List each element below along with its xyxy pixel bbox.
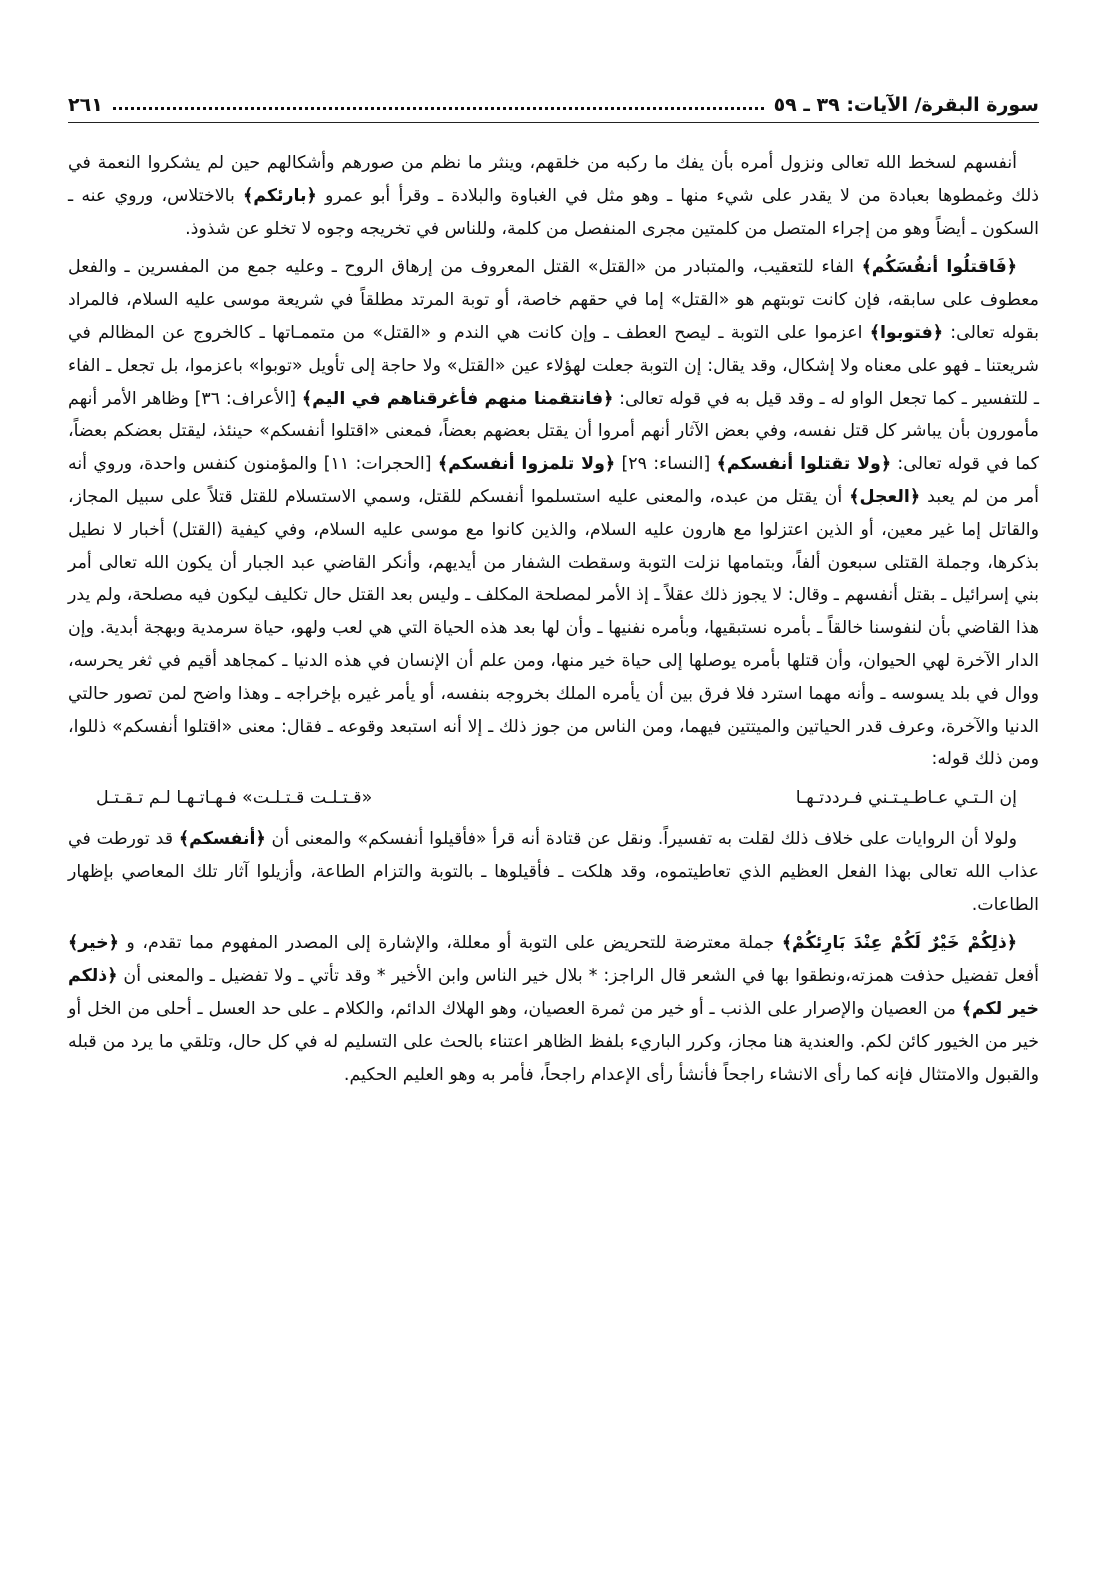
paragraph-text: [الحجرات: ١١] والمؤمنون كنفس واحدة، وروي أنه أمر من لم يعبد — [68, 454, 1040, 507]
paragraph-text: جملة معترضة للتحريض على التوبة أو معللة، والإشارة إلى المصدر المفهوم مما تقدم، و — [118, 933, 782, 954]
paragraph — [68, 927, 1039, 1091]
quran-quote: ﴿ولا تقتلوا أنفسكم﴾ — [716, 454, 892, 475]
running-title: سورة البقرة/ الآيات: ٣٩ ـ ٥٩ — [773, 94, 1039, 116]
paragraph-text: من العصيان والإصرار على الذنب ـ أو خير من ثمرة العصيان، وهو الهلاك الدائم، والكلام ـ على حد العسل ـ أحلى من الخل أو خير من الخيور كائن لكم. والعندية هنا مجاز، وكرر الباريء بلفظ الظاهر اعتناء بالحث على التسليم له في كل حال، وتلقي ما يرد من قبله والقبول والامتثال فإنه كما رأى الانشاء راجحاً فأنشأ رأى الإعدام راجحاً، فأمر به وهو العليم الحكيم. — [68, 998, 1039, 1085]
quran-quote: ﴿بارئكم﴾ — [243, 185, 317, 206]
header-dotted-leader — [113, 105, 764, 110]
verse-hemistich-right: إن الـتـي عـاطـيـتـني فـرددتـهـا — [795, 788, 1017, 809]
quran-quote: ﴿ولا تلمزوا أنفسكم﴾ — [437, 454, 616, 475]
paragraph-text: أن يقتل من عبده، والمعنى عليه استسلموا أنفسكم للقتل، وسمي الاستسلام للقتل قتلاً على سبيل المجاز، والقاتل إما غير معين، أو الذين اعتزلوا مع هارون عليه السلام، والذين كانوا مع موسى عليه السلام، وفي كيفية (القتل) أخبار لا نطيل بذكرها، وجملة القتلى سبعون ألفاً، وبتمامها نزلت التوبة وسقطت الشفار من أيديهم، وأنكر القاضي عبد الجبار أن يكون الله تعالى أمر بني إسرائيل ـ بقتل أنفسهم ـ وقال: لا يجوز ذلك عقلاً ـ إذ الأمر لمصلحة المكلف ـ وليس بعد القتل حال تكليف ليكون فيه مصلحة، ولم يدر هذا القاضي بأن لنفوسنا خالقاً ـ بأمره نستبقيها، وبأمره نفنيها ـ وأن لها بعد هذه الحياة التي هي لعب ولهو، حياة سرمدية وبهجة أبدية. وإن الدار الآخرة لهي الحيوان، وأن قتلها بأمره يوصلها إلى حياة خير منها، ومن علم أن الإنسان في هذه الدنيا ـ كمجاهد أقيم في ثغر يحرسه، ووال في بلد يسوسه ـ وأنه مهما استرد فلا فرق بين أن يأمره الملك بخروجه بنفسه، أو يأمر غيره بإخراجه ـ وهذا واضح لمن تصور حالتي الدنيا والآخرة، وعرف قدر الحياتين والميتتين فيهما، ومن الناس من جوز ذلك ـ إلا أنه استبعد وقوعه ـ فقال: معنى «اقتلوا أنفسكم» ذللوا، ومن ذلك قوله: — [68, 486, 1039, 770]
verse-hemistich-left: «قـتـلـت قـتـلـت» فـهـاتـهـا لـم تـقـتـل — [96, 788, 373, 809]
quran-quote: ﴿العجل﴾ — [849, 486, 921, 507]
quran-quote: ﴿أنفسكم﴾ — [178, 828, 266, 849]
quran-quote: ﴿ذلِكُمْ خَيْرٌ لَكُمْ عِنْدَ بَارِئكُمْ﴾ — [781, 933, 1017, 954]
quran-quote: ﴿فتوبوا﴾ — [869, 322, 943, 343]
quran-quote: ﴿خير﴾ — [68, 933, 119, 954]
poetry-verse — [96, 782, 1017, 815]
paragraph-text: أنفسهم لسخط الله تعالى ونزول أمره بأن يفك ما ركبه من خلقهم، وينثر ما نظم من صورهم وأشكالهم حين لم يشكروا النعمة في ذلك وغمطوها بعبادة من لا يقدر على شيء منها ـ وهو مثل في الغباوة والبلادة ـ وقرأ أبو عمرو — [68, 153, 1039, 206]
paragraphs-after-verse — [68, 823, 1039, 1091]
paragraph — [68, 147, 1039, 245]
paragraph-text: بالاختلاس، وروي عنه ـ السكون ـ أيضاً وهو من إجراء المتصل من كلمتين مجرى المنفصل من كلمة، وللناس في تخريجه وجوه لا تخلو عن شذوذ. — [68, 185, 1039, 239]
paragraph-text: اعزموا على التوبة ـ ليصح العطف ـ وإن كانت هي الندم و «القتل» من متممـاتها ـ كالخروج عن المظالم في شريعتنا ـ فهو على معناه ولا إشكال، وقد يقال: إن التوبة جعلت لهؤلاء عين «القتل» ولا حاجة إلى تأويل «توبوا» باعزموا، بل تجعل ـ الفاء ـ للتفسير ـ كما تجعل الواو له ـ وقد قيل به في قوله تعالى: — [68, 322, 1039, 409]
page-header — [68, 86, 1039, 123]
quran-quote: ﴿فانتقمنا منهم فأغرقناهم في اليم﴾ — [301, 388, 614, 409]
page-body — [68, 147, 1039, 1091]
paragraph-text: الفاء للتعقيب، والمتبادر من «القتل» القتل المعروف من إرهاق الروح ـ وعليه جمع من المفسرين ـ والفعل معطوف على سابقه، فإن كانت توبتهم هو «القتل» إما في حقهم خاصة، أو توبة المرتد مطلقاً في شريعة موسى عليه السلام، فالمراد بقوله تعالى: — [68, 257, 1039, 343]
page-number: ٢٦١ — [68, 94, 103, 116]
paragraph-text: أفعل تفضيل حذفت همزته،ونطقوا بها في الشعر قال الراجز: * بلال خير الناس وابن الأخير * وقد تأتي ـ ولا تفضيل ـ والمعنى أن — [117, 966, 1039, 987]
quran-quote: ﴿ذلكم خير لكم﴾ — [68, 966, 1039, 1019]
paragraph — [68, 251, 1039, 776]
paragraph-text: [النساء: ٢٩] — [615, 454, 717, 475]
paragraph-text: ولولا أن الروايات على خلاف ذلك لقلت به تفسيراً. ونقل عن قتادة أنه قرأ «فأقيلوا أنفسكم» والمعنى أن — [265, 828, 1017, 849]
paragraphs-before-verse — [68, 147, 1039, 776]
paragraph-text: [الأعراف: ٣٦] وظاهر الأمر أنهم مأمورون بأن يباشر كل قتل نفسه، وفي بعض الآثار أنهم أمروا أن يقتل بعضهم بعضاً، فمعنى «اقتلوا أنفسكم» حينئذ، ليقتل بعضكم بعضاً، كما في قوله تعالى: — [68, 388, 1039, 475]
paragraph — [68, 823, 1039, 921]
paragraph-text: قد تورطت في عذاب الله تعالى بهذا الفعل العظيم الذي تعاطيتموه، وقد هلكت ـ فأقيلوها ـ بالتوبة والتزام الطاعة، وأزيلوا آثار تلك المعاصي بإظهار الطاعات. — [68, 828, 1039, 915]
quran-quote: ﴿فَاقتلُوا أنفُسَكُم﴾ — [861, 257, 1017, 278]
